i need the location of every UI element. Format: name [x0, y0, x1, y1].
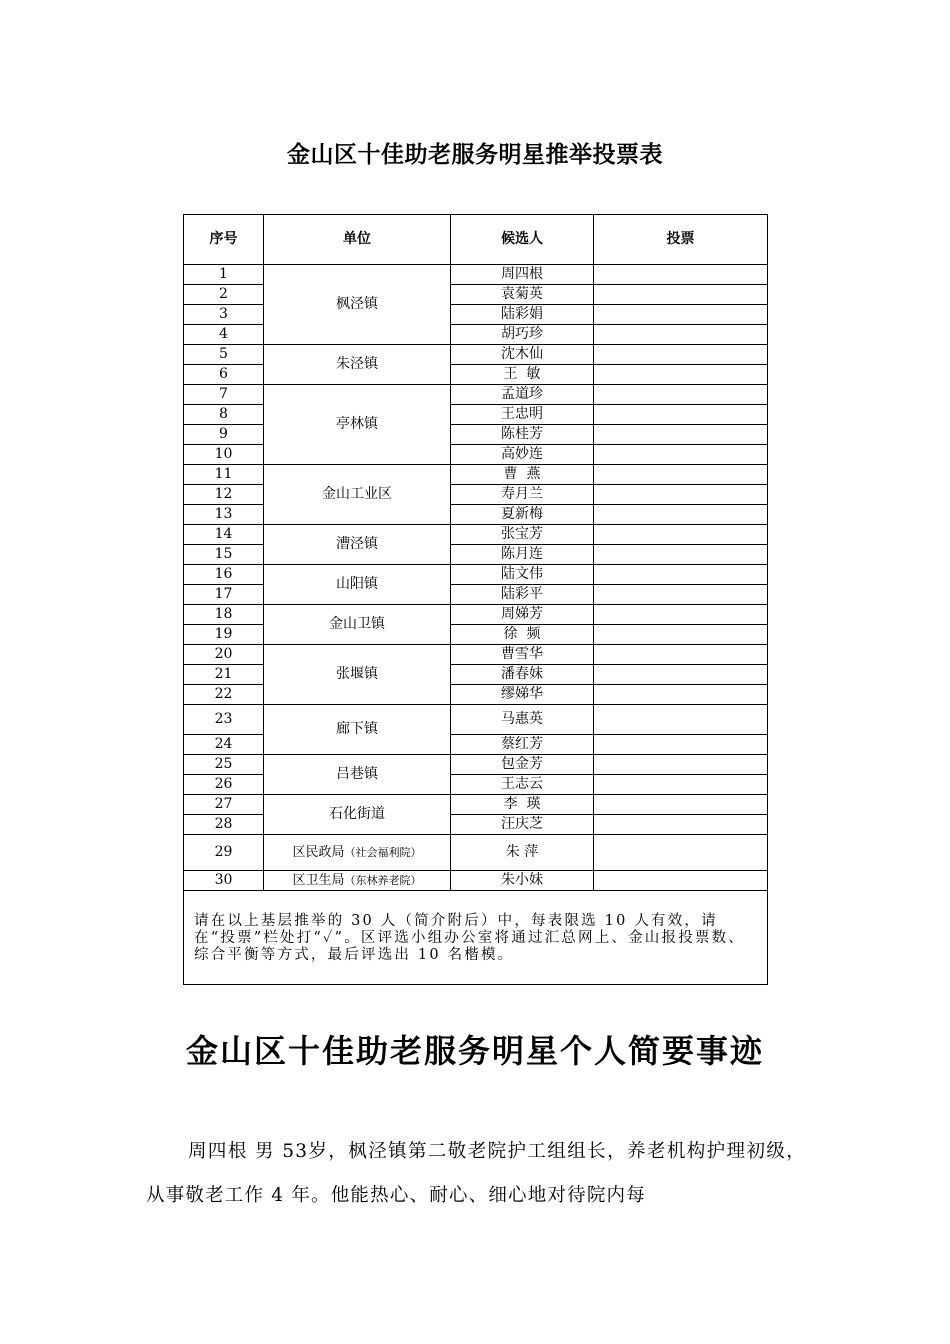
voting-instructions: 请在以上基层推举的 30 人（简介附后）中，每表限选 10 人有效，请在“投票”栏处打“✓”。区评选小组办公室将通过汇总网上、金山报投票数、综合平衡等方式，最后评选出 10 名楷模。: [184, 891, 768, 985]
vote-cell[interactable]: [594, 835, 768, 871]
candidate-name: 汪庆芝: [451, 815, 594, 835]
candidate-name: 李 瑛: [451, 795, 594, 815]
table-row: [184, 795, 768, 815]
row-number: 22: [184, 685, 264, 705]
candidate-name: 张宝芳: [451, 525, 594, 545]
table-row: [184, 465, 768, 485]
vote-cell[interactable]: [594, 485, 768, 505]
profiles-title: 金山区十佳助老服务明星个人简要事迹: [185, 1032, 764, 1070]
table-row: [184, 385, 768, 405]
table-row: [184, 705, 768, 735]
vote-cell[interactable]: [594, 565, 768, 585]
candidate-name: 潘春妹: [451, 665, 594, 685]
row-number: 30: [184, 871, 264, 891]
vote-cell[interactable]: [594, 645, 768, 665]
vote-cell[interactable]: [594, 465, 768, 485]
table-row: [184, 871, 768, 891]
row-number: 12: [184, 485, 264, 505]
candidate-name: 陆彩平: [451, 585, 594, 605]
unit-cell: 金山卫镇: [264, 605, 451, 645]
table-row: [184, 605, 768, 625]
unit-cell: [264, 871, 451, 891]
row-number: 4: [184, 325, 264, 345]
candidate-name: 王忠明: [451, 405, 594, 425]
unit-subname: （社会福利院）: [344, 846, 422, 859]
candidate-name: 朱小妹: [451, 871, 594, 891]
row-number: 25: [184, 755, 264, 775]
row-number: 6: [184, 365, 264, 385]
candidate-name: 缪娣华: [451, 685, 594, 705]
vote-cell[interactable]: [594, 545, 768, 565]
candidate-name: 曹雪华: [451, 645, 594, 665]
vote-cell[interactable]: [594, 525, 768, 545]
vote-cell[interactable]: [594, 285, 768, 305]
table-row: [184, 265, 768, 285]
unit-cell: 漕泾镇: [264, 525, 451, 565]
candidate-name: 朱 萍: [451, 835, 594, 871]
unit-cell: 枫泾镇: [264, 265, 451, 345]
vote-cell[interactable]: [594, 775, 768, 795]
row-number: 29: [184, 835, 264, 871]
table-row: [184, 755, 768, 775]
vote-cell[interactable]: [594, 585, 768, 605]
row-number: 20: [184, 645, 264, 665]
row-number: 2: [184, 285, 264, 305]
candidate-name: 徐 频: [451, 625, 594, 645]
row-number: 21: [184, 665, 264, 685]
unit-cell: 石化街道: [264, 795, 451, 835]
vote-cell[interactable]: [594, 365, 768, 385]
unit-name: 区民政局: [292, 845, 345, 860]
row-number: 11: [184, 465, 264, 485]
row-number: 17: [184, 585, 264, 605]
candidate-name: 王志云: [451, 775, 594, 795]
row-number: 15: [184, 545, 264, 565]
candidate-name: 陈月连: [451, 545, 594, 565]
vote-cell[interactable]: [594, 665, 768, 685]
candidate-name: 高妙连: [451, 445, 594, 465]
vote-cell[interactable]: [594, 685, 768, 705]
vote-table-title: 金山区十佳助老服务明星推举投票表: [287, 141, 663, 168]
table-header-row: [184, 215, 768, 265]
header-no: 序号: [184, 215, 264, 265]
table-row: [184, 525, 768, 545]
candidate-name: 曹 燕: [451, 465, 594, 485]
row-number: 18: [184, 605, 264, 625]
vote-cell[interactable]: [594, 305, 768, 325]
header-unit: 单位: [264, 215, 451, 265]
candidate-name: 周娣芳: [451, 605, 594, 625]
vote-table: [183, 214, 768, 985]
row-number: 9: [184, 425, 264, 445]
row-number: 3: [184, 305, 264, 325]
vote-cell[interactable]: [594, 871, 768, 891]
candidate-name: 夏新梅: [451, 505, 594, 525]
row-number: 24: [184, 735, 264, 755]
header-vote: 投票: [594, 215, 768, 265]
table-row: [184, 645, 768, 665]
row-number: 27: [184, 795, 264, 815]
row-number: 5: [184, 345, 264, 365]
vote-cell[interactable]: [594, 445, 768, 465]
candidate-name: 胡巧珍: [451, 325, 594, 345]
vote-cell[interactable]: [594, 345, 768, 365]
unit-cell: 廊下镇: [264, 705, 451, 755]
row-number: 28: [184, 815, 264, 835]
row-number: 7: [184, 385, 264, 405]
candidate-name: 陆文伟: [451, 565, 594, 585]
row-number: 16: [184, 565, 264, 585]
vote-cell[interactable]: [594, 605, 768, 625]
unit-cell: 山阳镇: [264, 565, 451, 605]
profile-paragraph: 周四根 男 53岁，枫泾镇第二敬老院护工组组长，养老机构护理初级，从事敬老工作 4 年。他能热心、耐心、细心地对待院内每: [146, 1141, 806, 1206]
row-number: 1: [184, 265, 264, 285]
vote-cell[interactable]: [594, 405, 768, 425]
row-number: 26: [184, 775, 264, 795]
candidate-name: 蔡红芳: [451, 735, 594, 755]
candidate-name: 马惠英: [451, 705, 594, 735]
vote-cell[interactable]: [594, 325, 768, 345]
candidate-name: 王 敏: [451, 365, 594, 385]
unit-cell: 亭林镇: [264, 385, 451, 465]
candidate-name: 袁菊英: [451, 285, 594, 305]
row-number: 10: [184, 445, 264, 465]
candidate-name: 周四根: [451, 265, 594, 285]
unit-cell: 张堰镇: [264, 645, 451, 705]
row-number: 19: [184, 625, 264, 645]
candidate-name: 沈木仙: [451, 345, 594, 365]
candidate-name: 寿月兰: [451, 485, 594, 505]
vote-cell[interactable]: [594, 815, 768, 835]
vote-cell[interactable]: [594, 425, 768, 445]
table-row: [184, 345, 768, 365]
row-number: 14: [184, 525, 264, 545]
candidate-name: 陈桂芳: [451, 425, 594, 445]
header-candidate: 候选人: [451, 215, 594, 265]
candidate-name: 孟道珍: [451, 385, 594, 405]
row-number: 8: [184, 405, 264, 425]
table-row: [184, 835, 768, 871]
vote-cell[interactable]: [594, 795, 768, 815]
candidate-name: 陆彩娟: [451, 305, 594, 325]
unit-cell: 吕巷镇: [264, 755, 451, 795]
unit-cell: [264, 835, 451, 871]
row-number: 23: [184, 705, 264, 735]
vote-cell[interactable]: [594, 705, 768, 735]
unit-subname: （东林养老院）: [344, 874, 422, 887]
vote-cell[interactable]: [594, 265, 768, 285]
vote-table-body: [184, 265, 768, 985]
vote-cell[interactable]: [594, 625, 768, 645]
table-row: [184, 565, 768, 585]
vote-cell[interactable]: [594, 735, 768, 755]
candidate-name: 包金芳: [451, 755, 594, 775]
row-number: 13: [184, 505, 264, 525]
vote-cell[interactable]: [594, 755, 768, 775]
unit-cell: 金山工业区: [264, 465, 451, 525]
note-row: [184, 891, 768, 985]
unit-cell: 朱泾镇: [264, 345, 451, 385]
vote-cell[interactable]: [594, 385, 768, 405]
unit-name: 区卫生局: [292, 873, 345, 888]
vote-cell[interactable]: [594, 505, 768, 525]
